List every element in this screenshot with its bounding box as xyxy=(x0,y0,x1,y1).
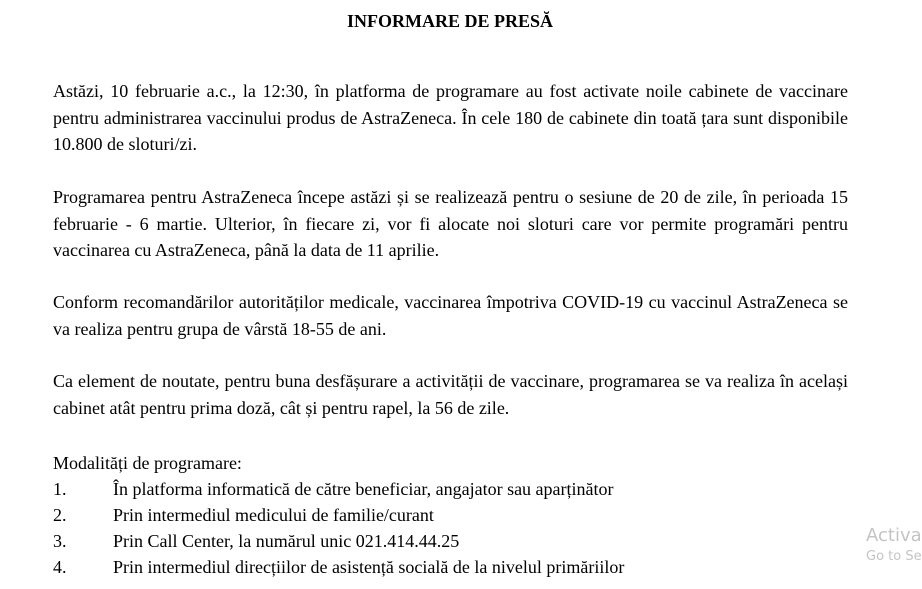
list-item-number: 2. xyxy=(53,505,67,525)
list-item xyxy=(53,476,813,502)
list-item-text: În platforma informatică de către beneficiar, angajator sau aparținător xyxy=(113,479,614,499)
list-item xyxy=(53,502,813,528)
paragraph-same-cabinet: Ca element de noutate, pentru buna desfășurare a activității de vaccinare, programarea se va realiza în același cabinet atât pentru prima doză, cât și pentru rapel, la 56 de zile. xyxy=(53,371,848,418)
list-item-number: 3. xyxy=(53,531,67,551)
list-item-text: Prin intermediul direcțiilor de asistență socială de la nivelul primăriilor xyxy=(113,557,625,577)
list-item-text: Prin intermediul medicului de familie/curant xyxy=(113,505,434,525)
scheduling-methods-list xyxy=(53,476,813,580)
watermark-line-2: Go to Se xyxy=(866,549,922,564)
paragraph-activation: Astăzi, 10 februarie a.c., la 12:30, în platforma de programare au fost activate noile cabinete de vaccinare pentru administrarea vaccinului produs de AstraZeneca. În cele 180 de cabinete din toată țara sunt disponibile 10.800 de sloturi/zi. xyxy=(53,81,848,154)
list-item-number: 4. xyxy=(53,557,67,577)
paragraph-scheduling-period: Programarea pentru AstraZeneca începe astăzi și se realizează pentru o sesiune de 20 de zile, în perioada 15 februarie - 6 martie. Ulterior, în fiecare zi, vor fi alocate noi sloturi care vor permite programări pentru vaccinarea cu AstraZeneca, până la data de 11 aprilie. xyxy=(53,187,848,260)
list-heading: Modalități de programare: xyxy=(53,453,242,473)
list-item-text: Prin Call Center, la numărul unic 021.414.44.25 xyxy=(113,531,460,551)
list-item xyxy=(53,554,813,580)
paragraph-age-group: Conform recomandărilor autorităților medicale, vaccinarea împotriva COVID-19 cu vaccinul AstraZeneca se va realiza pentru grupa de vârstă 18-55 de ani. xyxy=(53,292,848,339)
list-item-number: 1. xyxy=(53,479,67,499)
activation-watermark xyxy=(866,524,922,566)
watermark-line-1: Activa xyxy=(866,525,922,546)
list-item xyxy=(53,528,813,554)
document-title: INFORMARE DE PRESĂ xyxy=(346,11,553,31)
